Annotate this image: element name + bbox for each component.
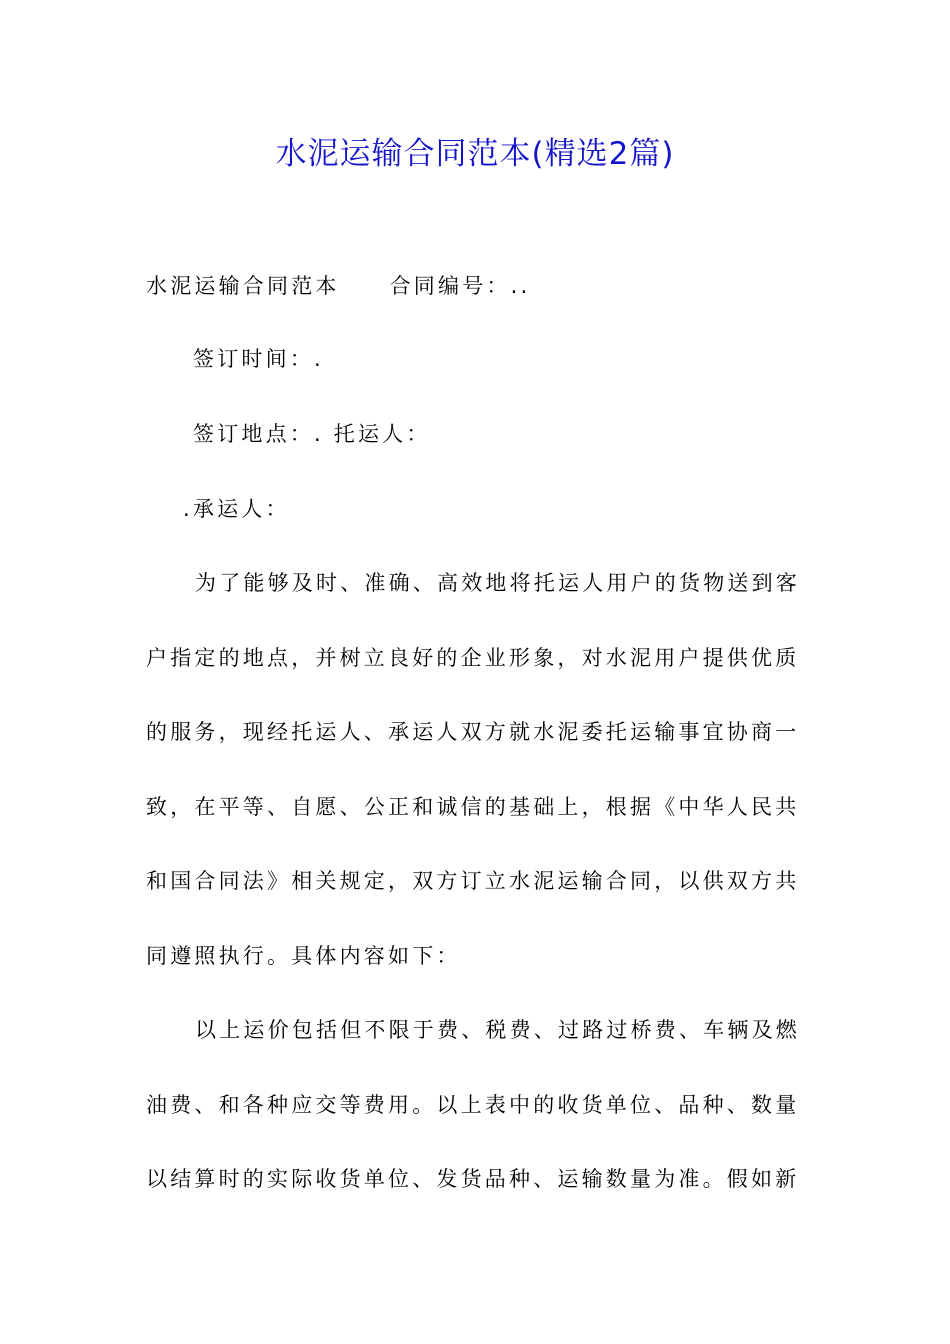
paragraph-line: 同遵照执行。具体内容如下：: [146, 944, 461, 968]
carrier-line: .承运人：: [183, 497, 290, 521]
contract-doc-name: 水泥运输合同范本: [146, 274, 340, 298]
contract-number: 合同编号：..: [389, 274, 531, 298]
contract-header-line: [146, 271, 530, 301]
sign-place: 签订地点：. 托运人：: [193, 422, 431, 446]
paragraph-line: 致，在平等、自愿、公正和诚信的基础上，根据《中华人民共: [146, 795, 800, 819]
sign-time: 签订时间：.: [193, 347, 324, 371]
paragraph-line: 户指定的地点，并树立良好的企业形象，对水泥用户提供优质: [146, 646, 800, 670]
paragraph-line: 油费、和各种应交等费用。以上表中的收货单位、品种、数量: [146, 1093, 800, 1117]
paragraph-line: 的服务，现经托运人、承运人双方就水泥委托运输事宜协商一: [146, 720, 800, 744]
paragraph-line: 以上运价包括但不限于费、税费、过路过桥费、车辆及燃: [195, 1018, 800, 1042]
document-title: 水泥运输合同范本(精选2篇): [275, 136, 675, 172]
paragraph-line: 以结算时的实际收货单位、发货品种、运输数量为准。假如新: [146, 1167, 800, 1191]
paragraph-line: 为了能够及时、准确、高效地将托运人用户的货物送到客: [195, 571, 800, 595]
paragraph-line: 和国合同法》相关规定，双方订立水泥运输合同，以供双方共: [146, 869, 800, 893]
